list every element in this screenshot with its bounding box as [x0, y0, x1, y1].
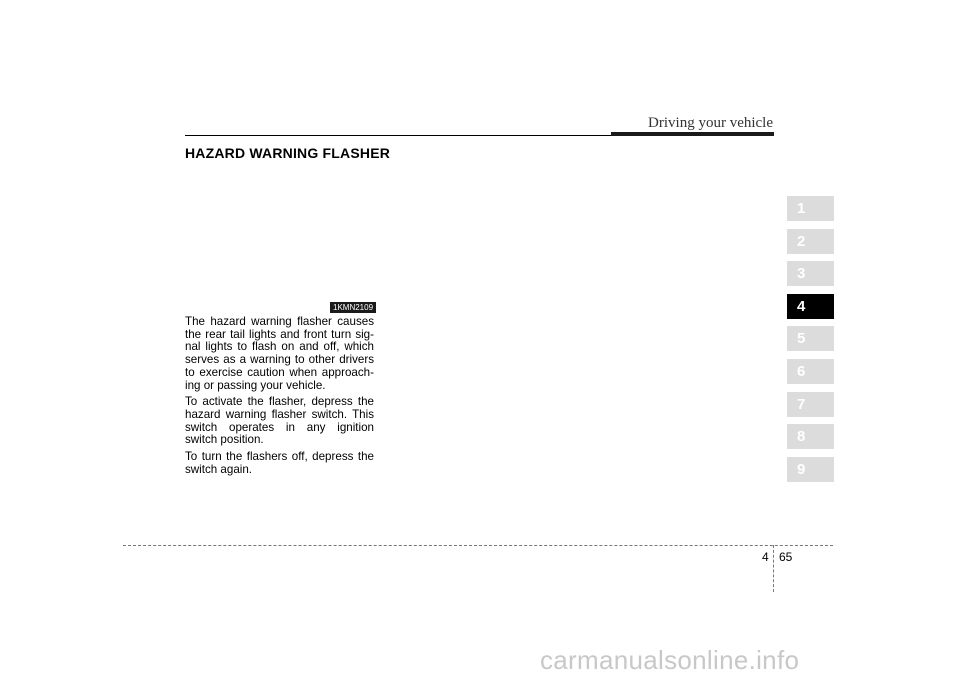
footer-divider	[773, 545, 774, 592]
footer-rule	[123, 545, 833, 546]
section-title: HAZARD WARNING FLASHER	[185, 145, 391, 161]
header-rule-thin	[185, 135, 611, 136]
chapter-tab-6[interactable]: 6	[787, 359, 834, 384]
chapter-title: Driving your vehicle	[648, 115, 773, 131]
header-rule-thick	[611, 132, 774, 136]
paragraph: The hazard warning flasher causes the rear tail lights and front turn sig-nal lights to flash on and off, which serves as a warning to other drivers to exercise caution when approach-ing or passing your vehicle.	[185, 315, 374, 392]
figure-code: 1KMN2109	[330, 302, 376, 313]
chapter-tab-9[interactable]: 9	[787, 457, 834, 482]
chapter-tab-8[interactable]: 8	[787, 424, 834, 449]
page-number: 65	[779, 550, 793, 564]
chapter-tab-4[interactable]: 4	[787, 294, 834, 319]
figure-area	[185, 165, 375, 300]
chapter-tab-3[interactable]: 3	[787, 261, 834, 286]
page-chapter: 4	[762, 550, 769, 564]
body-text	[185, 316, 374, 480]
watermark: carmanualsonline.info	[540, 645, 800, 675]
chapter-tab-2[interactable]: 2	[787, 229, 834, 254]
chapter-tab-1[interactable]: 1	[787, 196, 834, 221]
paragraph: To activate the flasher, depress the hazard warning flasher switch. This switch operates in any ignition switch position.	[185, 395, 374, 447]
chapter-tab-7[interactable]: 7	[787, 392, 834, 417]
chapter-tabs	[787, 196, 834, 489]
paragraph: To turn the flashers off, depress the switch again.	[185, 450, 374, 476]
chapter-tab-5[interactable]: 5	[787, 326, 834, 351]
